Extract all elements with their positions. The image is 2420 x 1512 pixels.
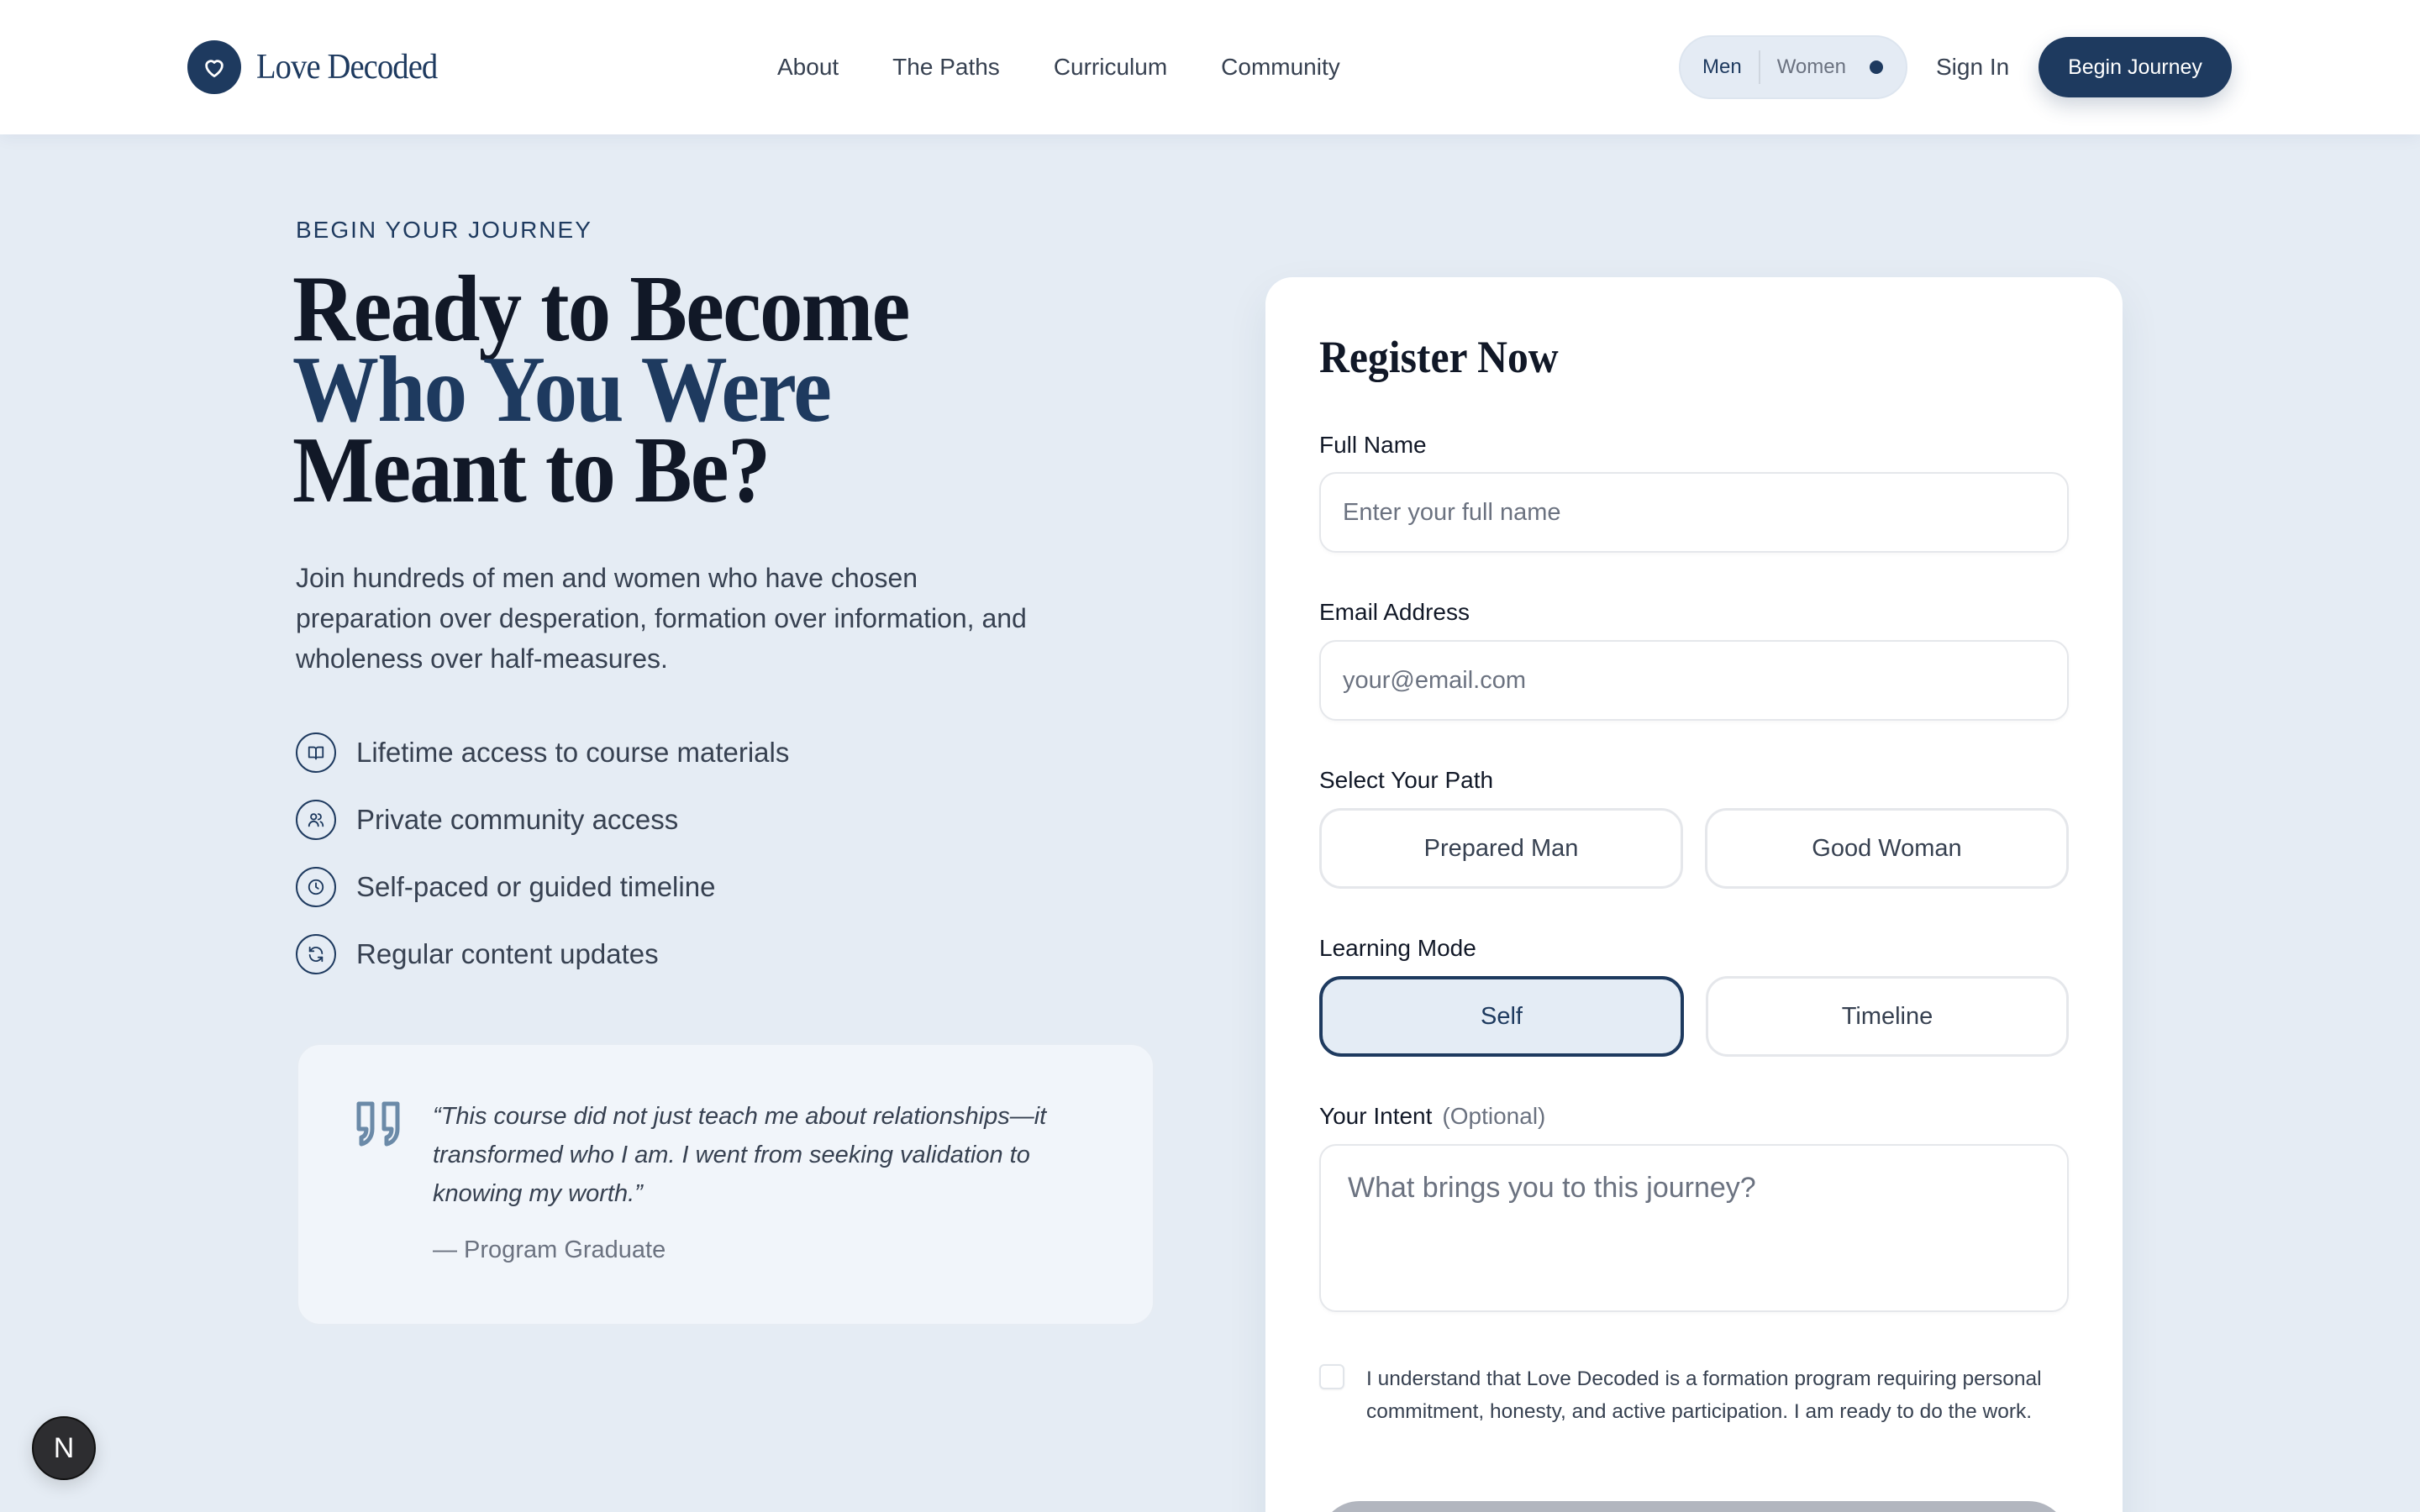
audience-toggle bbox=[1679, 35, 1907, 99]
feature-item bbox=[296, 867, 789, 907]
headline-line-2: Who You Were bbox=[292, 338, 831, 442]
heart-icon bbox=[187, 40, 241, 94]
submit-button-disabled[interactable] bbox=[1319, 1501, 2069, 1512]
nav-curriculum[interactable]: Curriculum bbox=[1053, 54, 1168, 80]
email-label: Email Address bbox=[1319, 599, 1470, 625]
begin-journey-button[interactable]: Begin Journey bbox=[2039, 37, 2232, 97]
nextjs-dev-badge[interactable]: N bbox=[32, 1416, 96, 1480]
toggle-women[interactable]: Women bbox=[1776, 55, 1846, 78]
learning-mode-options bbox=[1319, 976, 2069, 1057]
refresh-icon bbox=[296, 934, 336, 974]
learning-mode-label: Learning Mode bbox=[1319, 935, 1476, 961]
consent-row bbox=[1319, 1362, 2075, 1428]
brand-name: Love Decoded bbox=[256, 48, 438, 87]
quote-icon bbox=[355, 1100, 402, 1152]
full-name-label: Full Name bbox=[1319, 432, 1427, 458]
eyebrow-label: BEGIN YOUR JOURNEY bbox=[296, 217, 592, 243]
nav-about[interactable]: About bbox=[777, 54, 839, 80]
site-header bbox=[0, 0, 2420, 134]
form-title: Register Now bbox=[1319, 332, 1559, 382]
nav-community[interactable]: Community bbox=[1221, 54, 1340, 80]
headline-line-3: Meant to Be? bbox=[292, 418, 770, 522]
nav-the-paths[interactable]: The Paths bbox=[892, 54, 1000, 80]
path-options bbox=[1319, 808, 2069, 889]
page-title bbox=[292, 257, 1217, 522]
feature-item bbox=[296, 800, 789, 840]
email-input[interactable] bbox=[1319, 640, 2069, 721]
feature-label: Regular content updates bbox=[356, 938, 659, 969]
feature-item bbox=[296, 934, 789, 974]
testimonial-card bbox=[297, 1043, 1155, 1326]
path-label: Select Your Path bbox=[1319, 767, 1494, 793]
feature-label: Private community access bbox=[356, 804, 679, 835]
mode-self-button[interactable]: Self bbox=[1319, 976, 1684, 1057]
brand-logo[interactable] bbox=[187, 40, 453, 94]
feature-label: Lifetime access to course materials bbox=[356, 737, 790, 768]
sign-in-link[interactable]: Sign In bbox=[1936, 54, 2010, 80]
headline-line-1: Ready to Become bbox=[292, 257, 909, 361]
toggle-divider bbox=[1759, 50, 1760, 84]
intro-paragraph: Join hundreds of men and women who have chosen preparation over desperation, formation over information, and wholeness over half-measures. bbox=[296, 563, 1027, 674]
full-name-input[interactable] bbox=[1319, 472, 2069, 553]
main-nav bbox=[777, 49, 1394, 86]
intent-label-text: Your Intent bbox=[1319, 1103, 1433, 1129]
book-open-icon bbox=[296, 732, 336, 773]
feature-label: Self-paced or guided timeline bbox=[356, 871, 716, 902]
clock-icon bbox=[296, 867, 336, 907]
testimonial-author: — Program Graduate bbox=[433, 1236, 666, 1263]
feature-item bbox=[296, 732, 789, 773]
mode-timeline-button[interactable]: Timeline bbox=[1706, 976, 2069, 1057]
testimonial-quote: “This course did not just teach me about relationships—it transformed who I am. I went from seeking validation to knowing my worth.” bbox=[433, 1103, 1047, 1207]
consent-text: I understand that Love Decoded is a formation program requiring personal commitment, honesty, and active participation. I am ready to do the work. bbox=[1366, 1368, 2042, 1423]
optional-hint: (Optional) bbox=[1442, 1103, 1546, 1129]
toggle-indicator-dot-icon bbox=[1870, 60, 1883, 74]
path-prepared-man-button[interactable]: Prepared Man bbox=[1319, 808, 1683, 889]
toggle-men[interactable]: Men bbox=[1702, 55, 1742, 78]
users-icon bbox=[296, 800, 336, 840]
registration-form bbox=[1265, 277, 2123, 1512]
intent-label bbox=[1319, 1103, 1545, 1130]
feature-list bbox=[296, 732, 789, 1001]
intent-textarea[interactable] bbox=[1319, 1144, 2069, 1312]
path-good-woman-button[interactable]: Good Woman bbox=[1705, 808, 2069, 889]
consent-checkbox[interactable] bbox=[1319, 1364, 1344, 1389]
